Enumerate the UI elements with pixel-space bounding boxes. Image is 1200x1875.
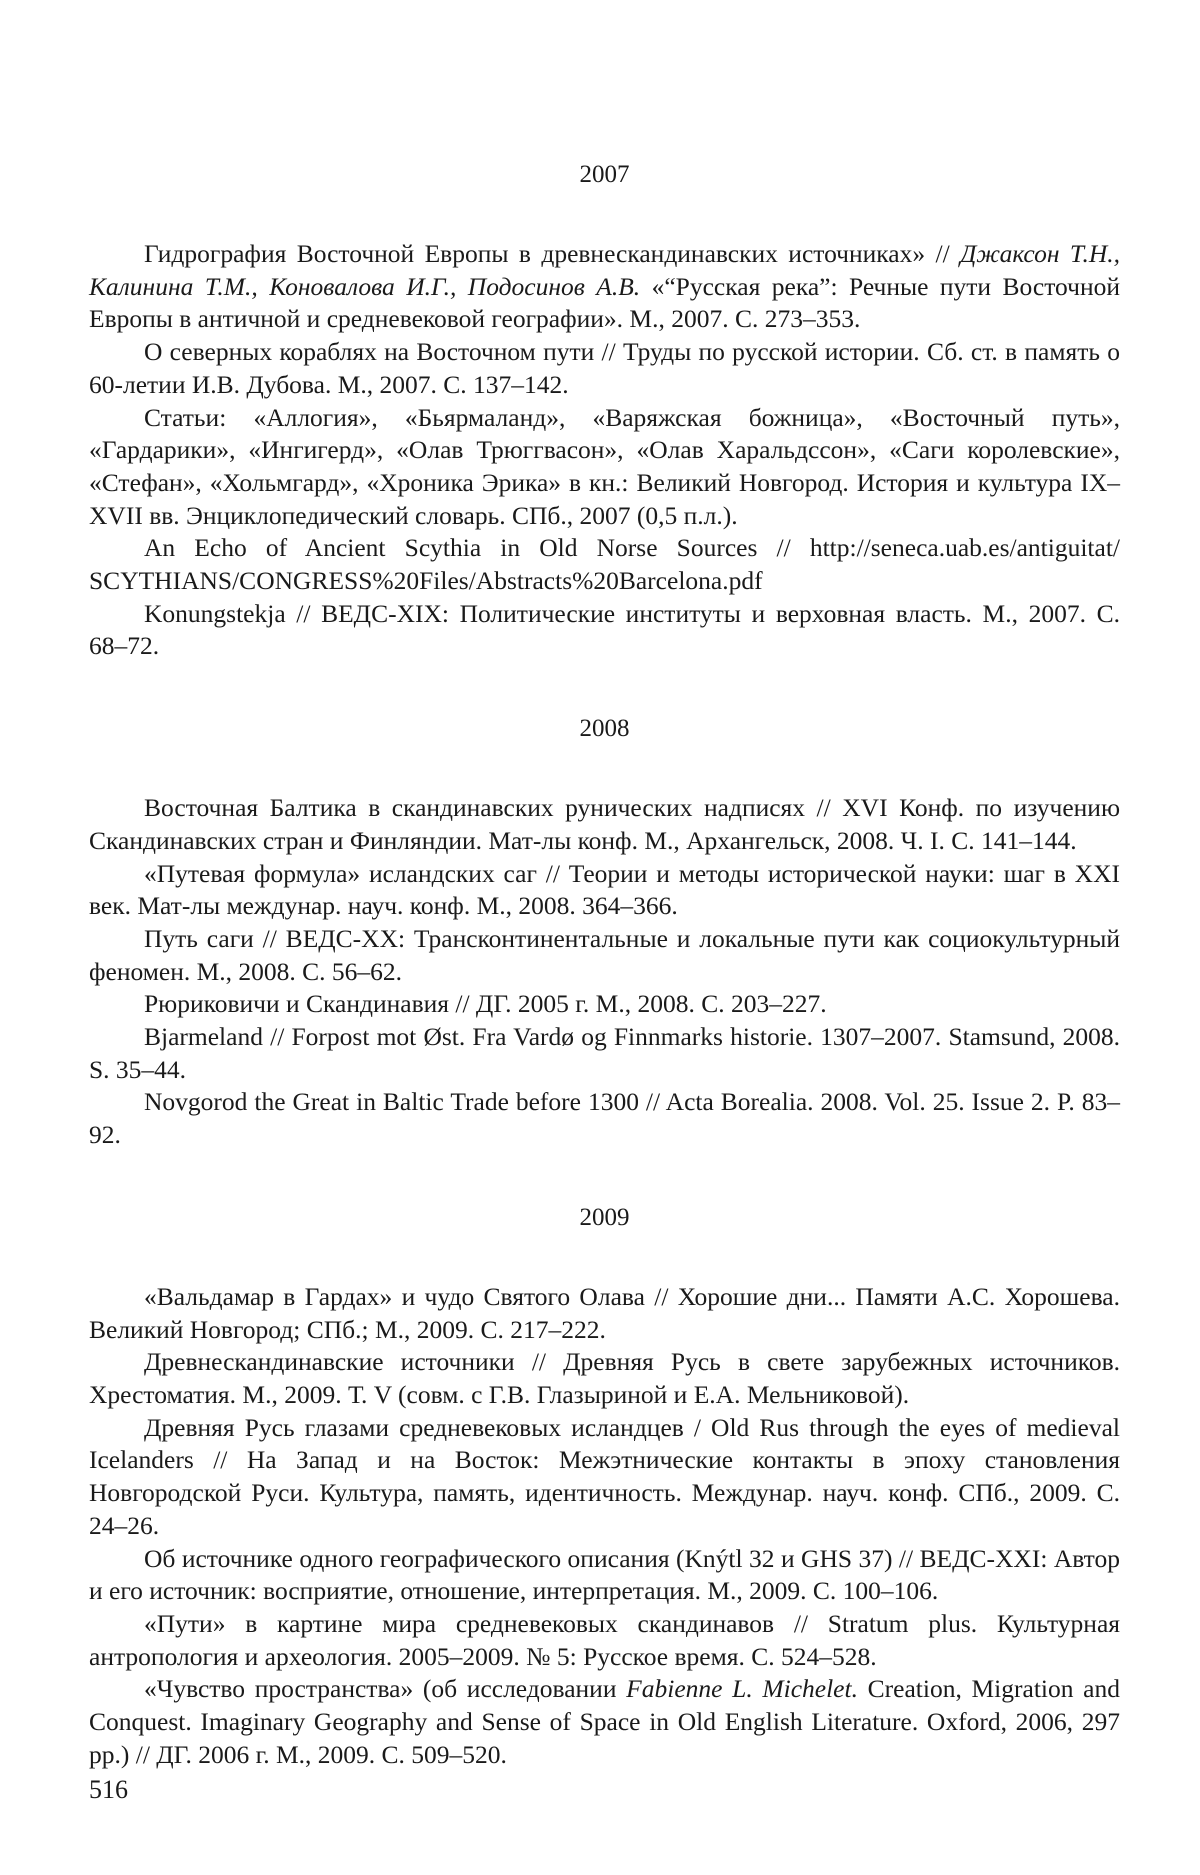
bibliography-entry: Гидрография Восточной Европы в древнескандинавских источниках» // Джаксон Т.Н., Калинина Т.М., Коновалова И.Г., Подосинов А.В. «“Русская река”: Речные пути Восточной Европы в античной и средневековой географии». М., 2007. С. 273–353.: [89, 239, 1120, 334]
year-heading: 2008: [579, 715, 630, 743]
bibliography-entry: «Путевая формула» исландских саг // Теории и методы исторической науки: шаг в XXI век. Мат-лы междунар. науч. конф. М., 2008. 364–366.: [89, 858, 1120, 921]
bibliography-entry: Древнескандинавские источники // Древняя Русь в свете зарубежных источников. Хрестоматия. М., 2009. Т. V (совм. с Г.В. Глазыриной и Е.А. Мельниковой).: [89, 1347, 1120, 1409]
year-section-2008: [89, 714, 1120, 1152]
bibliography-entry: Novgorod the Great in Baltic Trade before 1300 // Acta Borealia. 2008. Vol. 25. Issue 2. P. 83–92.: [89, 1087, 1120, 1150]
bibliography-page: [89, 160, 1120, 1771]
bibliography-entry: Статьи: «Аллогия», «Бьярмаланд», «Варяжская божница», «Восточный путь», «Гардарики», «Ингигерд», «Олав Трюггвасон», «Олав Харальдссон», «Саги королевские», «Стефан», «Хольмгард», «Хроника Эрика» в кн.: Великий Новгород. История и культура IX–XVII вв. Энциклопедический словарь. СПб., 2007 (0,5 п.л.).: [89, 402, 1120, 530]
bibliography-entry: Восточная Балтика в скандинавских рунических надписях // XVI Конф. по изучению Скандинавских стран и Финляндии. Мат-лы конф. М., Архангельск, 2008. Ч. I. С. 141–144.: [89, 793, 1120, 855]
bibliography-entry: «Чувство пространства» (об исследовании Fabienne L. Michelet. Creation, Migration and Conquest. Imaginary Geography and Sense of Space in Old English Literature. Oxford, 2006, 297 pp.) // ДГ. 2006 г. М., 2009. С. 509–520.: [89, 1674, 1120, 1769]
bibliography-entry: Konungstekja // ВЕДС-XIX: Политические институты и верховная власть. М., 2007. С. 68–72.: [89, 598, 1120, 661]
bibliography-entry: О северных кораблях на Восточном пути // Труды по русской истории. Сб. ст. в память о 60-летии И.В. Дубова. М., 2007. С. 137–142.: [89, 337, 1120, 399]
bibliography-entry: Об источнике одного географического описания (Knýtl 32 и GHS 37) // ВЕДС-XXI: Автор и его источник: восприятие, отношение, интерпретация. М., 2009. С. 100–106.: [89, 1543, 1120, 1606]
year-heading: 2007: [579, 161, 630, 188]
year-heading: 2009: [579, 1203, 630, 1231]
bibliography-entry: Древняя Русь глазами средневековых исландцев / Old Rus through the eyes of medieval Icelanders // На Запад и на Восток: Межэтнические контакты в эпоху становления Новгородской Руси. Культура, память, идентичность. Междунар. науч. конф. СПб., 2009. С. 24–26.: [89, 1412, 1120, 1540]
bibliography-entry: Bjarmeland // Forpost mot Øst. Fra Vardø og Finnmarks historie. 1307–2007. Stamsund, 2008. S. 35–44.: [89, 1022, 1120, 1084]
bibliography-entry: «Пути» в картине мира средневековых скандинавов // Stratum plus. Культурная антропология и археология. 2005–2009. № 5: Русское время. С. 524–528.: [89, 1608, 1120, 1671]
bibliography-entry: Путь саги // ВЕДС-XX: Трансконтинентальные и локальные пути как социокультурный феномен. М., 2008. С. 56–62.: [89, 923, 1120, 986]
bibliography-entry: «Вальдамар в Гардах» и чудо Святого Олава // Хорошие дни... Памяти А.С. Хорошева. Великий Новгород; СПб.; М., 2009. С. 217–222.: [89, 1281, 1120, 1344]
year-section-2007: [89, 160, 1120, 663]
bibliography-entry: Рюриковичи и Скандинавия // ДГ. 2005 г. М., 2008. С. 203–227.: [144, 989, 827, 1019]
year-section-2009: [89, 1203, 1120, 1772]
bibliography-entry: An Echo of Ancient Scythia in Old Norse Sources // http://seneca.uab.es/antiguitat/ SCYTHIANS/CONGRESS%20Files/Abstracts%20Barcelona.pdf: [89, 533, 1120, 596]
page-number: 516: [89, 1775, 128, 1804]
